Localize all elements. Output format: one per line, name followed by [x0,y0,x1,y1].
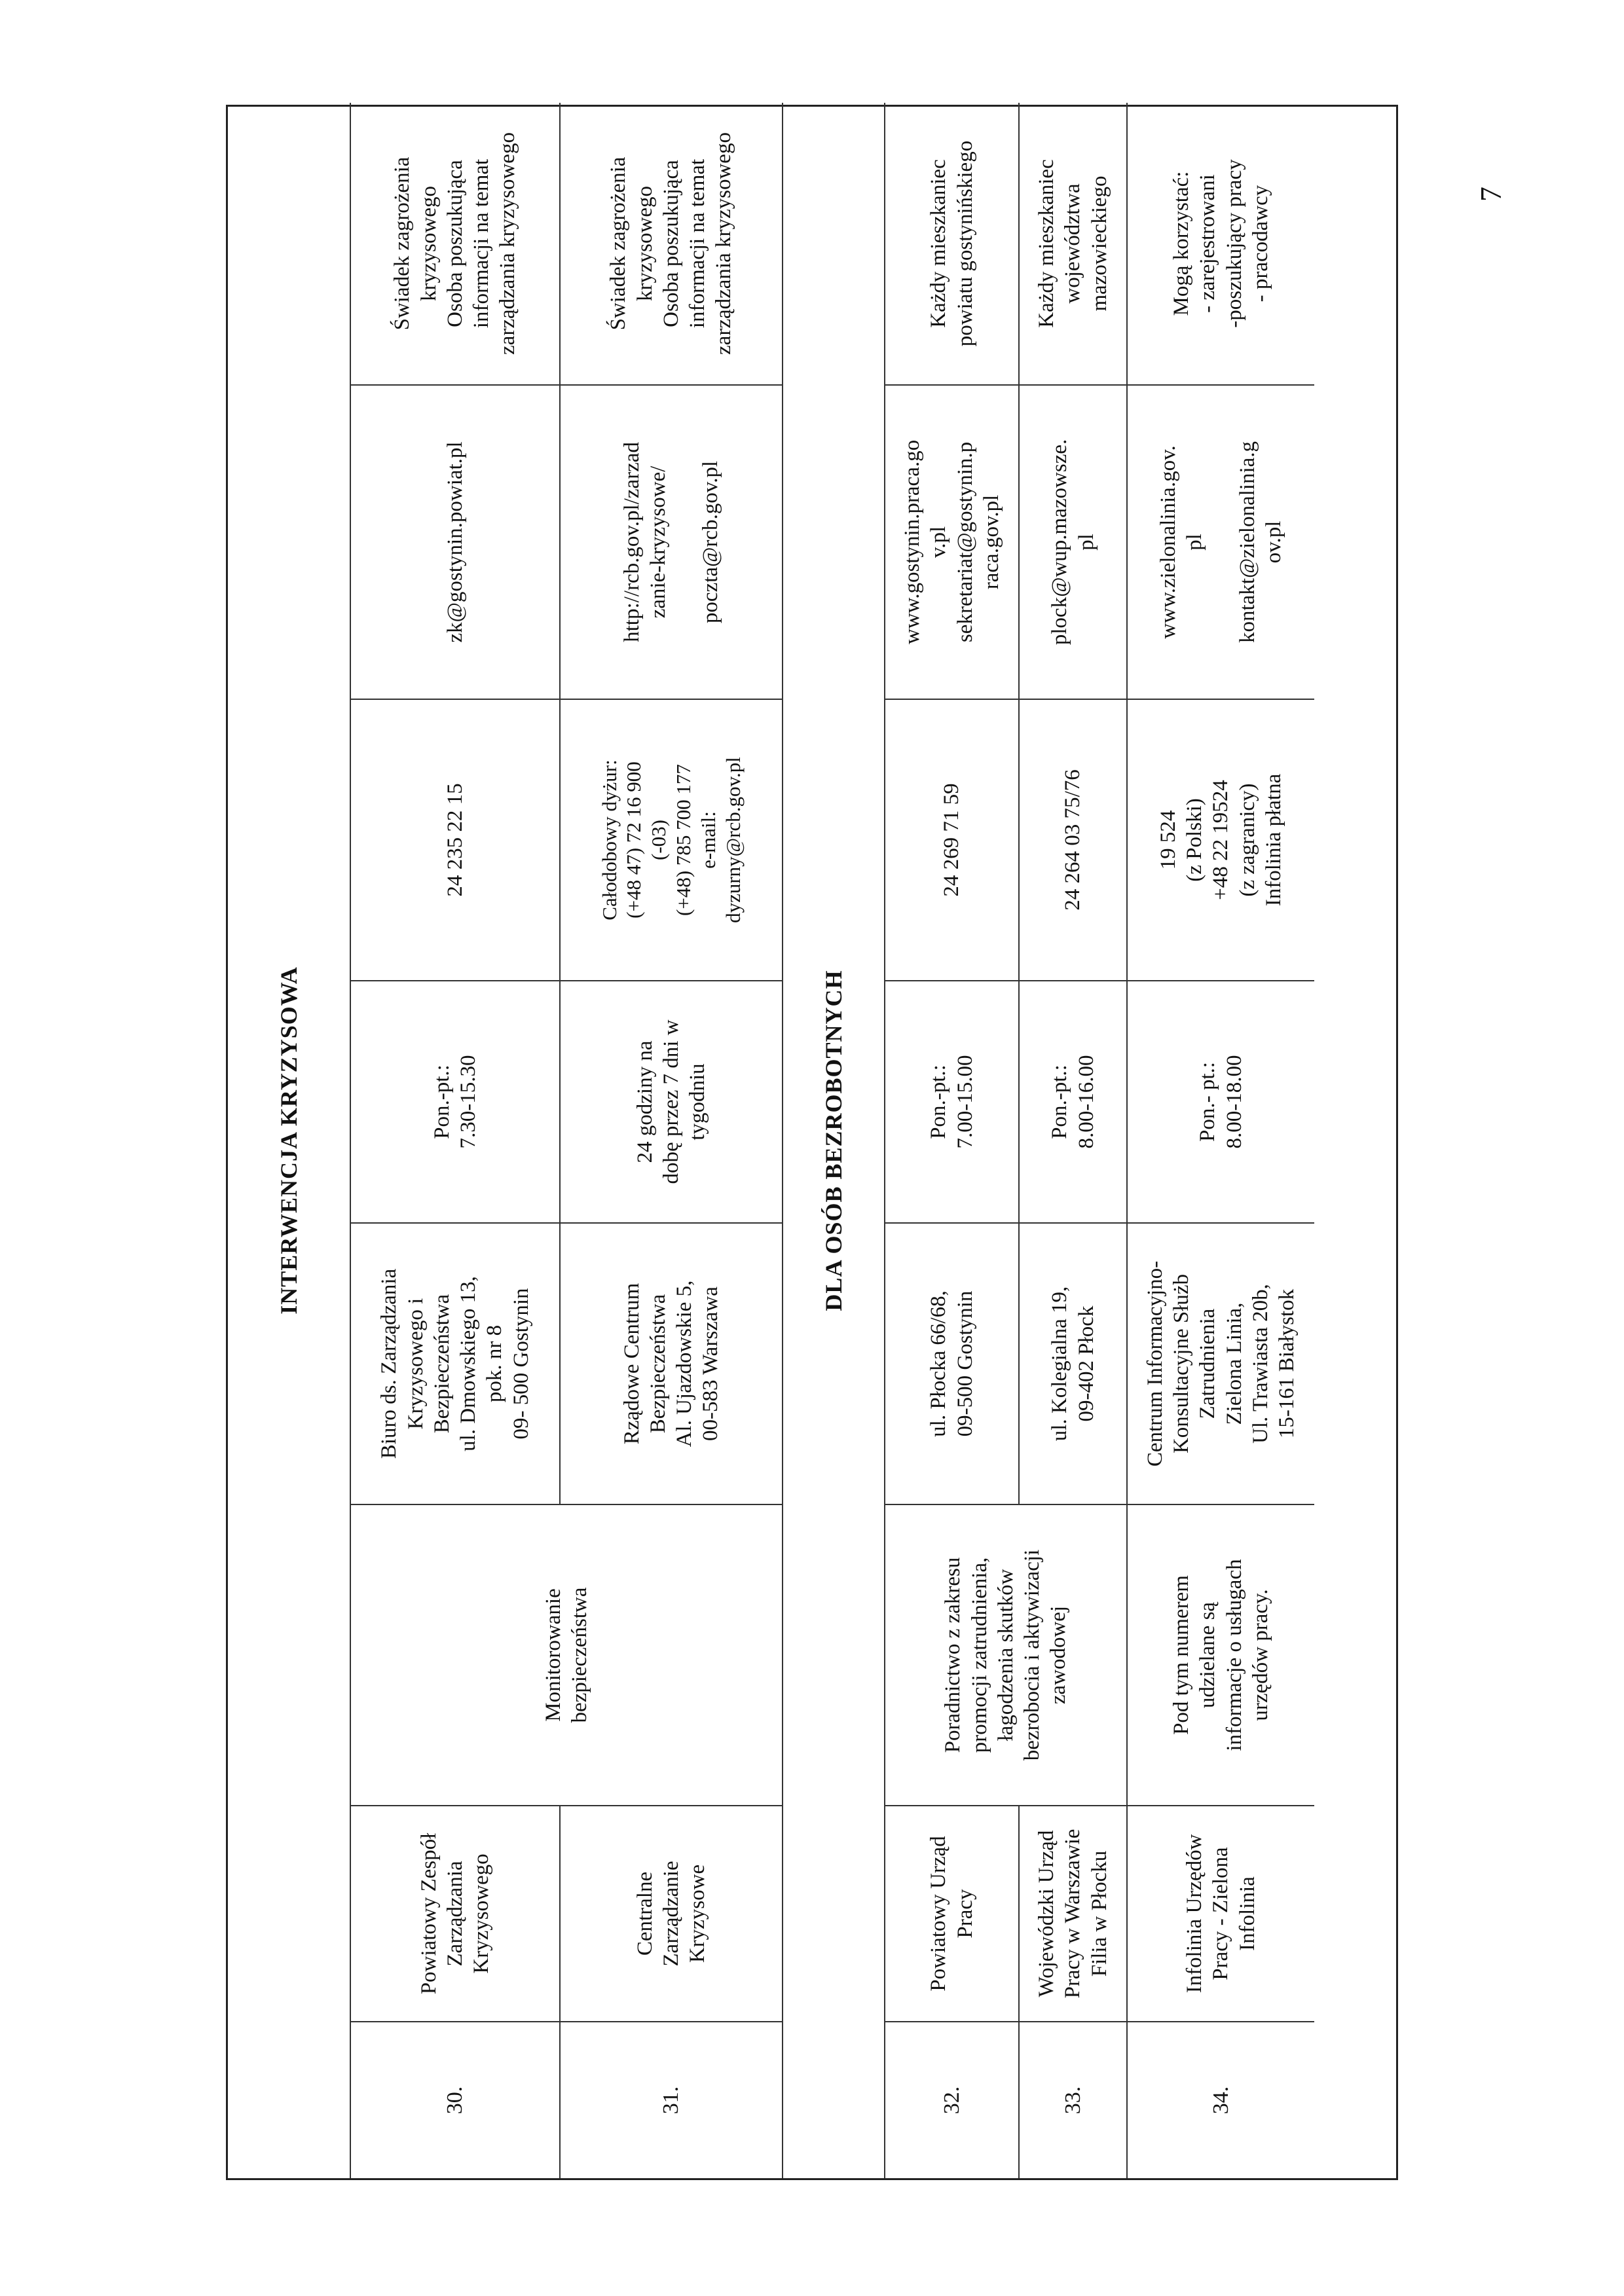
page-number: 7 [1474,187,1507,202]
contact-www-email: plock@wup.mazowsze. pl [1020,384,1128,699]
phone: 24 269 71 59 [885,699,1020,980]
section-heading-unemployed: DLA OSÓB BEZROBOTNYCH [783,103,885,2178]
contact-www-email: zk@gostynin.powiat.pl [351,384,561,699]
phone: 19 524 (z Polski) +48 22 19524 (z zagranicy) Infolinia płatna [1128,699,1314,980]
row-number: 32. [885,2021,1020,2178]
institution-name: Powiatowy Urząd Pracy [885,1805,1020,2021]
eligible-recipients: Każdy mieszkaniec województwa mazowieckiego [1020,103,1128,384]
phone: 24 264 03 75/76 [1020,699,1128,980]
eligible-recipients: Świadek zagrożenia kryzysowego Osoba poszukująca informacji na temat zarządzania kryzysowego [561,103,783,384]
phone: Całodobowy dyżur: (+48 47) 72 16 900 (-03) (+48) 785 700 177 e-mail: dyzurny@rcb.gov.pl [561,699,783,980]
address: Biuro ds. Zarządzania Kryzysowego i Bezpieczeństwa ul. Dmowskiego 13, pok. nr 8 09- 500 Gostynin [351,1222,561,1504]
opening-hours: Pon.-pt.: 7.00-15.00 [885,980,1020,1222]
institution-name: Infolinia Urzędów Pracy - Zielona Infolinia [1128,1805,1314,2021]
rotated-table-container [226,105,1398,2180]
scope-of-help: Monitorowanie bezpieczeństwa [351,1504,783,1805]
contact-www-email: http://rcb.gov.pl/zarzad zanie-kryzysowe/ poczta@rcb.gov.pl [561,384,783,699]
institution-name: Centralne Zarządzanie Kryzysowe [561,1805,783,2021]
phone: 24 235 22 15 [351,699,561,980]
opening-hours: Pon.-pt.: 7.30-15.30 [351,980,561,1222]
opening-hours: Pon.- pt.: 8.00-18.00 [1128,980,1314,1222]
address: ul. Płocka 66/68, 09-500 Gostynin [885,1222,1020,1504]
institution-name: Wojewódzki Urząd Pracy w Warszawie Filia w Płocku [1020,1805,1128,2021]
institution-name: Powiatowy Zespół Zarządzania Kryzysowego [351,1805,561,2021]
eligible-recipients: Mogą korzystać: - zarejestrowani -poszukujący pracy - pracodawcy [1170,159,1272,328]
row-number: 31. [561,2021,783,2178]
eligible-recipients: Świadek zagrożenia kryzysowego Osoba poszukująca informacji na temat zarządzania kryzysowego [351,103,561,384]
opening-hours: Pon.-pt.: 8.00-16.00 [1020,980,1128,1222]
opening-hours: 24 godziny na dobę przez 7 dni w tygodniu [561,980,783,1222]
contact-www-email: www.zielonalinia.gov. pl kontakt@zielonalinia.g ov.pl [1128,384,1314,699]
contact-www-email: www.gostynin.praca.go v.pl sekretariat@gostynin.p raca.gov.pl [885,384,1020,699]
address: Centrum Informacyjno- Konsultacyjne Służb Zatrudnienia Zielona Linia, Ul. Trawiasta 20b, 15-161 Białystok [1128,1222,1314,1504]
row-number: 34. [1128,2021,1314,2178]
address: ul. Kolegialna 19, 09-402 Płock [1020,1222,1128,1504]
scope-of-help: Pod tym numerem udzielane są informacje o usługach urzędów pracy. [1128,1504,1314,1805]
eligible-recipients: Każdy mieszkaniec powiatu gostynińskiego [885,103,1020,384]
scope-of-help: Poradnictwo z zakresu promocji zatrudnienia, łagodzenia skutków bezrobocia i aktywizacji zawodowej [885,1504,1128,1805]
institutions-table [226,105,1398,2180]
row-number: 33. [1020,2021,1128,2178]
section-heading-crisis: INTERWENCJA KRYZYSOWA [228,103,351,2178]
row-number: 30. [351,2021,561,2178]
address: Rządowe Centrum Bezpieczeństwa Al. Ujazdowskie 5, 00-583 Warszawa [561,1222,783,1504]
